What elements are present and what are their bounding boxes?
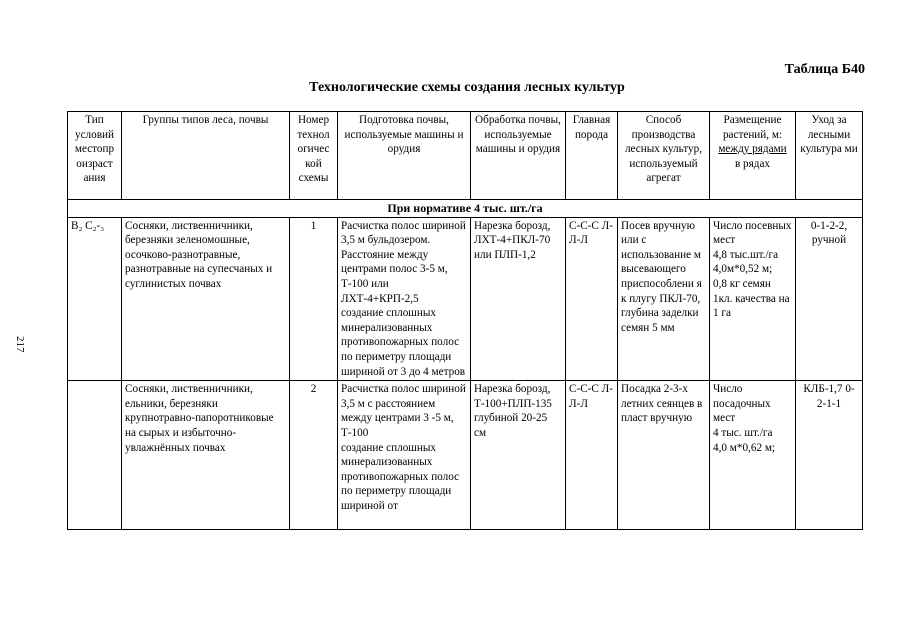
cell-type: [68, 381, 122, 530]
document-title: Технологические схемы создания лесных культур: [309, 80, 625, 95]
placement-line: Число посевных мест: [713, 219, 792, 247]
prep-line: Расчистка полос шириной 3,5 м бульдозером. Расстояние между центрами полос 3-5 м, Т-100 или ЛХТ-4+КРП-2,5: [341, 219, 466, 305]
cell-treat: Нарезка борозд, Т-100+ПЛП-135 глубиной 20-25 см: [471, 381, 566, 530]
placement-line: 4,0 м*0,62 м;: [713, 441, 776, 454]
header-type: Тип условий местопр оизраст ания: [68, 112, 122, 200]
cell-placement: [710, 381, 796, 530]
prep-line: создание сплошных минерализованных противопожарных полос по периметру площади шириной от: [341, 441, 460, 512]
table-row: [68, 381, 863, 530]
table-row: [68, 217, 863, 381]
header-prep: Подготовка почвы, используемые машины и орудия: [338, 112, 471, 200]
table-id: Таблица Б40: [784, 62, 865, 77]
page-number: 217: [14, 336, 26, 353]
cell-treat: Нарезка борозд, ЛХТ-4+ПКЛ-70 или ПЛП-1,2: [471, 217, 566, 381]
cell-placement: [710, 217, 796, 381]
section-label: При нормативе 4 тыс. шт./га: [68, 200, 863, 218]
header-method: Способ производства лесных культур, используемый агрегат: [618, 112, 710, 200]
cell-groups: Сосняки, лиственничники, ельники, березняки крупнотравно-папоротниковые на сырых и избыточно-увлажнённых почвах: [122, 381, 290, 530]
cell-care: 0-1-2-2, ручной: [796, 217, 863, 381]
cell-prep: [338, 217, 471, 381]
header-row: [68, 112, 863, 200]
header-treat: Обработка почвы, используемые машины и орудия: [471, 112, 566, 200]
prep-line: Расчистка полос шириной 3,5 м с расстоянием между центрами 3 -5 м, Т-100: [341, 383, 466, 439]
placement-line: 4,8 тыс.шт./га: [713, 248, 779, 261]
cell-groups: Сосняки, лиственничники, березняки зеленомошные, осочково-разнотравные, разнотравные на супесчаных и суглинистых почвах: [122, 217, 290, 381]
cell-method: Посев вручную или с использование м высевающего приспособлени я к плугу ПКЛ-70, глубина заделки семян 5 мм: [618, 217, 710, 381]
placement-line: 4,0м*0,52 м;: [713, 263, 773, 276]
cell-method: Посадка 2-3-х летних сеянцев в пласт вручную: [618, 381, 710, 530]
header-scheme: Номер технол огичес кой схемы: [290, 112, 338, 200]
section-row: [68, 200, 863, 218]
header-placement: [710, 112, 796, 200]
header-groups: Группы типов леса, почвы: [122, 112, 290, 200]
header-placement-a: Размещение растений, м:: [722, 114, 783, 141]
cell-species: С-С-С Л-Л-Л: [566, 217, 618, 381]
cell-species: С-С-С Л-Л-Л: [566, 381, 618, 530]
header-placement-b: между рядами: [718, 143, 787, 156]
placement-line: 4 тыс. шт./га: [713, 426, 773, 439]
cell-type: B₂ C₂-₃: [68, 217, 122, 381]
prep-line: создание сплошных минерализованных противопожарных полос по периметру площади шириной от 3 до 4 метров: [341, 307, 466, 378]
header-care: Уход за лесными культура ми: [796, 112, 863, 200]
cell-scheme: 2: [290, 381, 338, 530]
cell-prep: [338, 381, 471, 530]
cell-scheme: 1: [290, 217, 338, 381]
cell-care: КЛБ-1,7 0-2-1-1: [796, 381, 863, 530]
header-species: Главная порода: [566, 112, 618, 200]
header-placement-c: в рядах: [734, 157, 771, 170]
placement-line: Число посадочных мест: [713, 383, 771, 425]
placement-line: 0,8 кг семян 1кл. качества на 1 га: [713, 277, 790, 320]
technology-table: [67, 111, 863, 530]
